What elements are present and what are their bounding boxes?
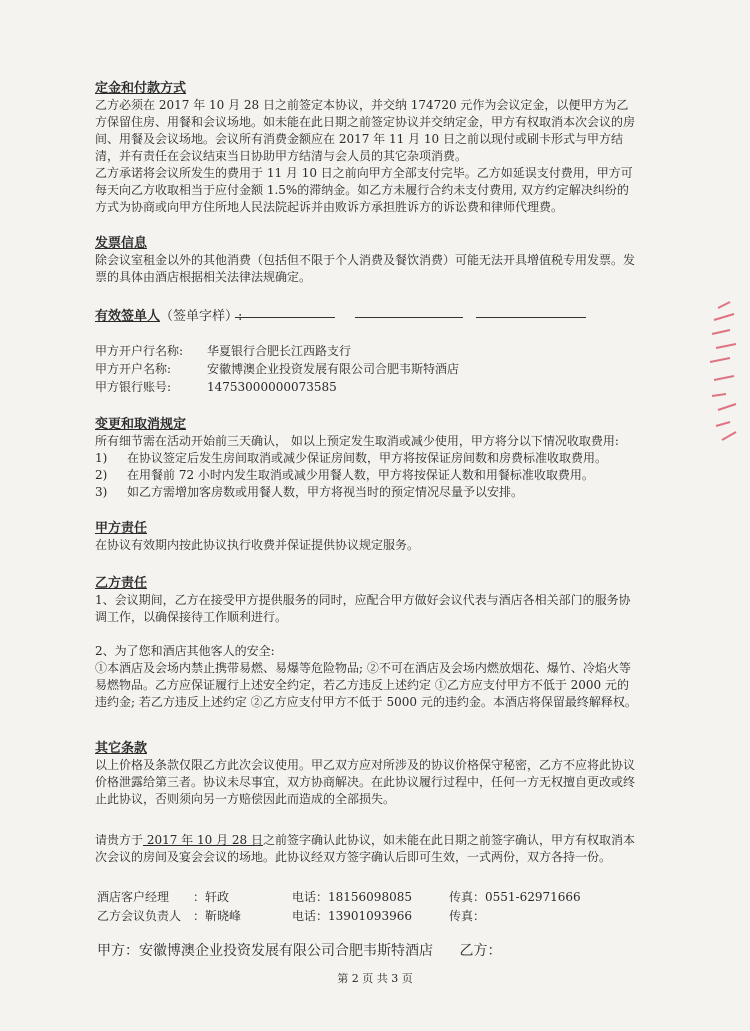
party-b-name: 乙方： xyxy=(459,943,502,959)
contact-role: 乙方会议负责人 xyxy=(97,909,182,923)
signature-line-3[interactable] xyxy=(476,317,586,318)
bank-row xyxy=(95,342,595,360)
closing-section xyxy=(95,832,640,866)
contact-phone: 电话：18156098085 xyxy=(292,890,412,904)
party-b-paragraph-2: 2、为了您和酒店其他客人的安全: xyxy=(95,644,275,658)
party-b-section xyxy=(95,575,640,711)
closing-date: 2017 年 10 月 28 日 xyxy=(143,833,263,847)
invoice-section xyxy=(95,235,640,286)
other-section xyxy=(95,740,640,808)
bank-key: 甲方银行账号: xyxy=(95,380,172,394)
deposit-heading: 定金和付款方式 xyxy=(95,81,187,96)
party-a-heading: 甲方责任 xyxy=(95,521,148,536)
bank-value: 华夏银行合肥长江西路支行 xyxy=(207,344,352,358)
change-item xyxy=(95,450,640,467)
other-heading: 其它条款 xyxy=(95,741,148,756)
bank-key: 甲方开户名称: xyxy=(95,362,172,376)
party-b-paragraph-3: ①本酒店及会场内禁止携带易燃、易爆等危险物品; ②不可在酒店及会场内燃放烟花、爆竹、冷焰火等易燃物品。乙方应保证履行上述安全约定，若乙方违反上述约定 ①乙方应支付甲方不低于 2000 元的违约金; 若乙方违反上述约定 ②乙方应支付甲方不低于 5000 元的违约金。本酒店将保留最终解释权。 xyxy=(95,661,637,709)
invoice-heading: 发票信息 xyxy=(95,236,148,251)
other-paragraph: 以上价格及条款仅限乙方此次会议使用。甲乙双方应对所涉及的协议价格保守秘密，乙方不应将此协议价格泄露给第三者。协议未尽事宜，双方协商解决。在此协议履行过程中，任何一方无权擅自更改或终止此协议，否则须向另一方赔偿因此而造成的全部损失。 xyxy=(95,758,636,806)
item-text: 如乙方需增加客房数或用餐人数，甲方将视当时的预定情况尽量予以安排。 xyxy=(127,485,524,499)
page-number: 第 2 页 共 3 页 xyxy=(337,972,413,985)
deposit-paragraph-1: 乙方必须在 2017 年 10 月 28 日之前签定本协议，并交纳 174720 元作为会议定金，以便甲方为乙方保留住房、用餐和会议场地。如未能在此日期之前签定协议并交纳定金，甲方有权取消本次会议的房间、用餐及会议场地。会议所有消费金额应在 2017 年 11 月 10 日之前以现付或刷卡形式与甲方结清，并有责任在会议结束当日协助甲方结清与会人员的其它杂项消费。 xyxy=(95,98,636,163)
party-b-paragraph-1: 1、会议期间，乙方在接受甲方提供服务的同时，应配合甲方做好会议代表与酒店各相关部门的服务协调工作，以确保接待工作顺利进行。 xyxy=(95,593,631,624)
contact-person: ：靳晓峰 xyxy=(193,909,242,923)
bank-row xyxy=(95,378,595,396)
contact-fax: 传真：0551-62971666 xyxy=(449,890,581,904)
contact-phone: 电话：13901093966 xyxy=(292,909,412,923)
item-text: 在用餐前 72 小时内发生取消或减少用餐人数，甲方将按保证人数和用餐标准收取费用。 xyxy=(127,468,594,482)
item-number: 1) xyxy=(95,451,108,465)
deposit-section xyxy=(95,80,640,216)
bank-value: 14753000000073585 xyxy=(207,380,337,394)
invoice-paragraph: 除会议室租金以外的其他消费（包括但不限于个人消费及餐饮消费）可能无法开具增值税专用发票。发票的具体由酒店根据相关法律法规确定。 xyxy=(95,253,636,284)
bank-row xyxy=(95,360,595,378)
red-seal-fragment xyxy=(700,300,740,450)
change-intro: 所有细节需在活动开始前三天确认， 如以上预定发生取消或减少使用，甲方将分以下情况收取费用: xyxy=(95,434,619,448)
item-text: 在协议签定后发生房间取消或减少保证房间数，甲方将按保证房间数和房费标准收取费用。 xyxy=(127,451,608,465)
signature-line-1[interactable] xyxy=(235,317,335,318)
party-a-name: 甲方：安徽博澳企业投资发展有限公司合肥韦斯特酒店 xyxy=(97,943,433,959)
bank-info xyxy=(95,342,595,396)
item-number: 3) xyxy=(95,485,108,499)
deposit-paragraph-2: 乙方承诺将会议所发生的费用于 11 月 10 日之前向甲方全部支付完毕。乙方如延误支付费用，甲方可每天向乙方收取相当于应付金额 1.5%的滞纳金。如乙方未履行合约未支付费用, 双方约定解决纠纷的方式为协商或向甲方住所地人民法院起诉并由败诉方承担胜诉方的诉讼费和律师代理费。 xyxy=(95,166,633,214)
closing-post: 之前签字确认此协议，如未能在此日期之前签字确认，甲方有权取消本次会议的房间及宴会会议的场地。此协议经双方签字确认后即可生效，一式两份，双方各持一份。 xyxy=(95,833,635,864)
signature-line-2[interactable] xyxy=(355,317,463,318)
contact-fax: 传真： xyxy=(449,909,486,923)
contact-person: ：轩政 xyxy=(193,890,230,904)
contact-role: 酒店客户经理 xyxy=(97,890,170,904)
party-a-paragraph: 在协议有效期内按此协议执行收费并保证提供协议规定服务。 xyxy=(95,538,420,552)
change-heading: 变更和取消规定 xyxy=(95,417,187,432)
closing-paragraph xyxy=(95,832,640,866)
signatory-row xyxy=(95,305,695,324)
party-b-heading: 乙方责任 xyxy=(95,576,148,591)
signatory-label: 有效签单人 xyxy=(95,309,161,324)
change-item xyxy=(95,467,640,484)
signatory-hint: （签单字样）: xyxy=(160,309,243,324)
party-signature-line xyxy=(97,940,501,960)
closing-pre: 请贵方于 xyxy=(95,833,144,847)
party-a-section xyxy=(95,520,640,554)
bank-key: 甲方开户行名称: xyxy=(95,344,184,358)
change-item xyxy=(95,484,640,501)
bank-value: 安徽博澳企业投资发展有限公司合肥韦斯特酒店 xyxy=(207,362,460,376)
item-number: 2) xyxy=(95,468,108,482)
change-section xyxy=(95,416,640,501)
